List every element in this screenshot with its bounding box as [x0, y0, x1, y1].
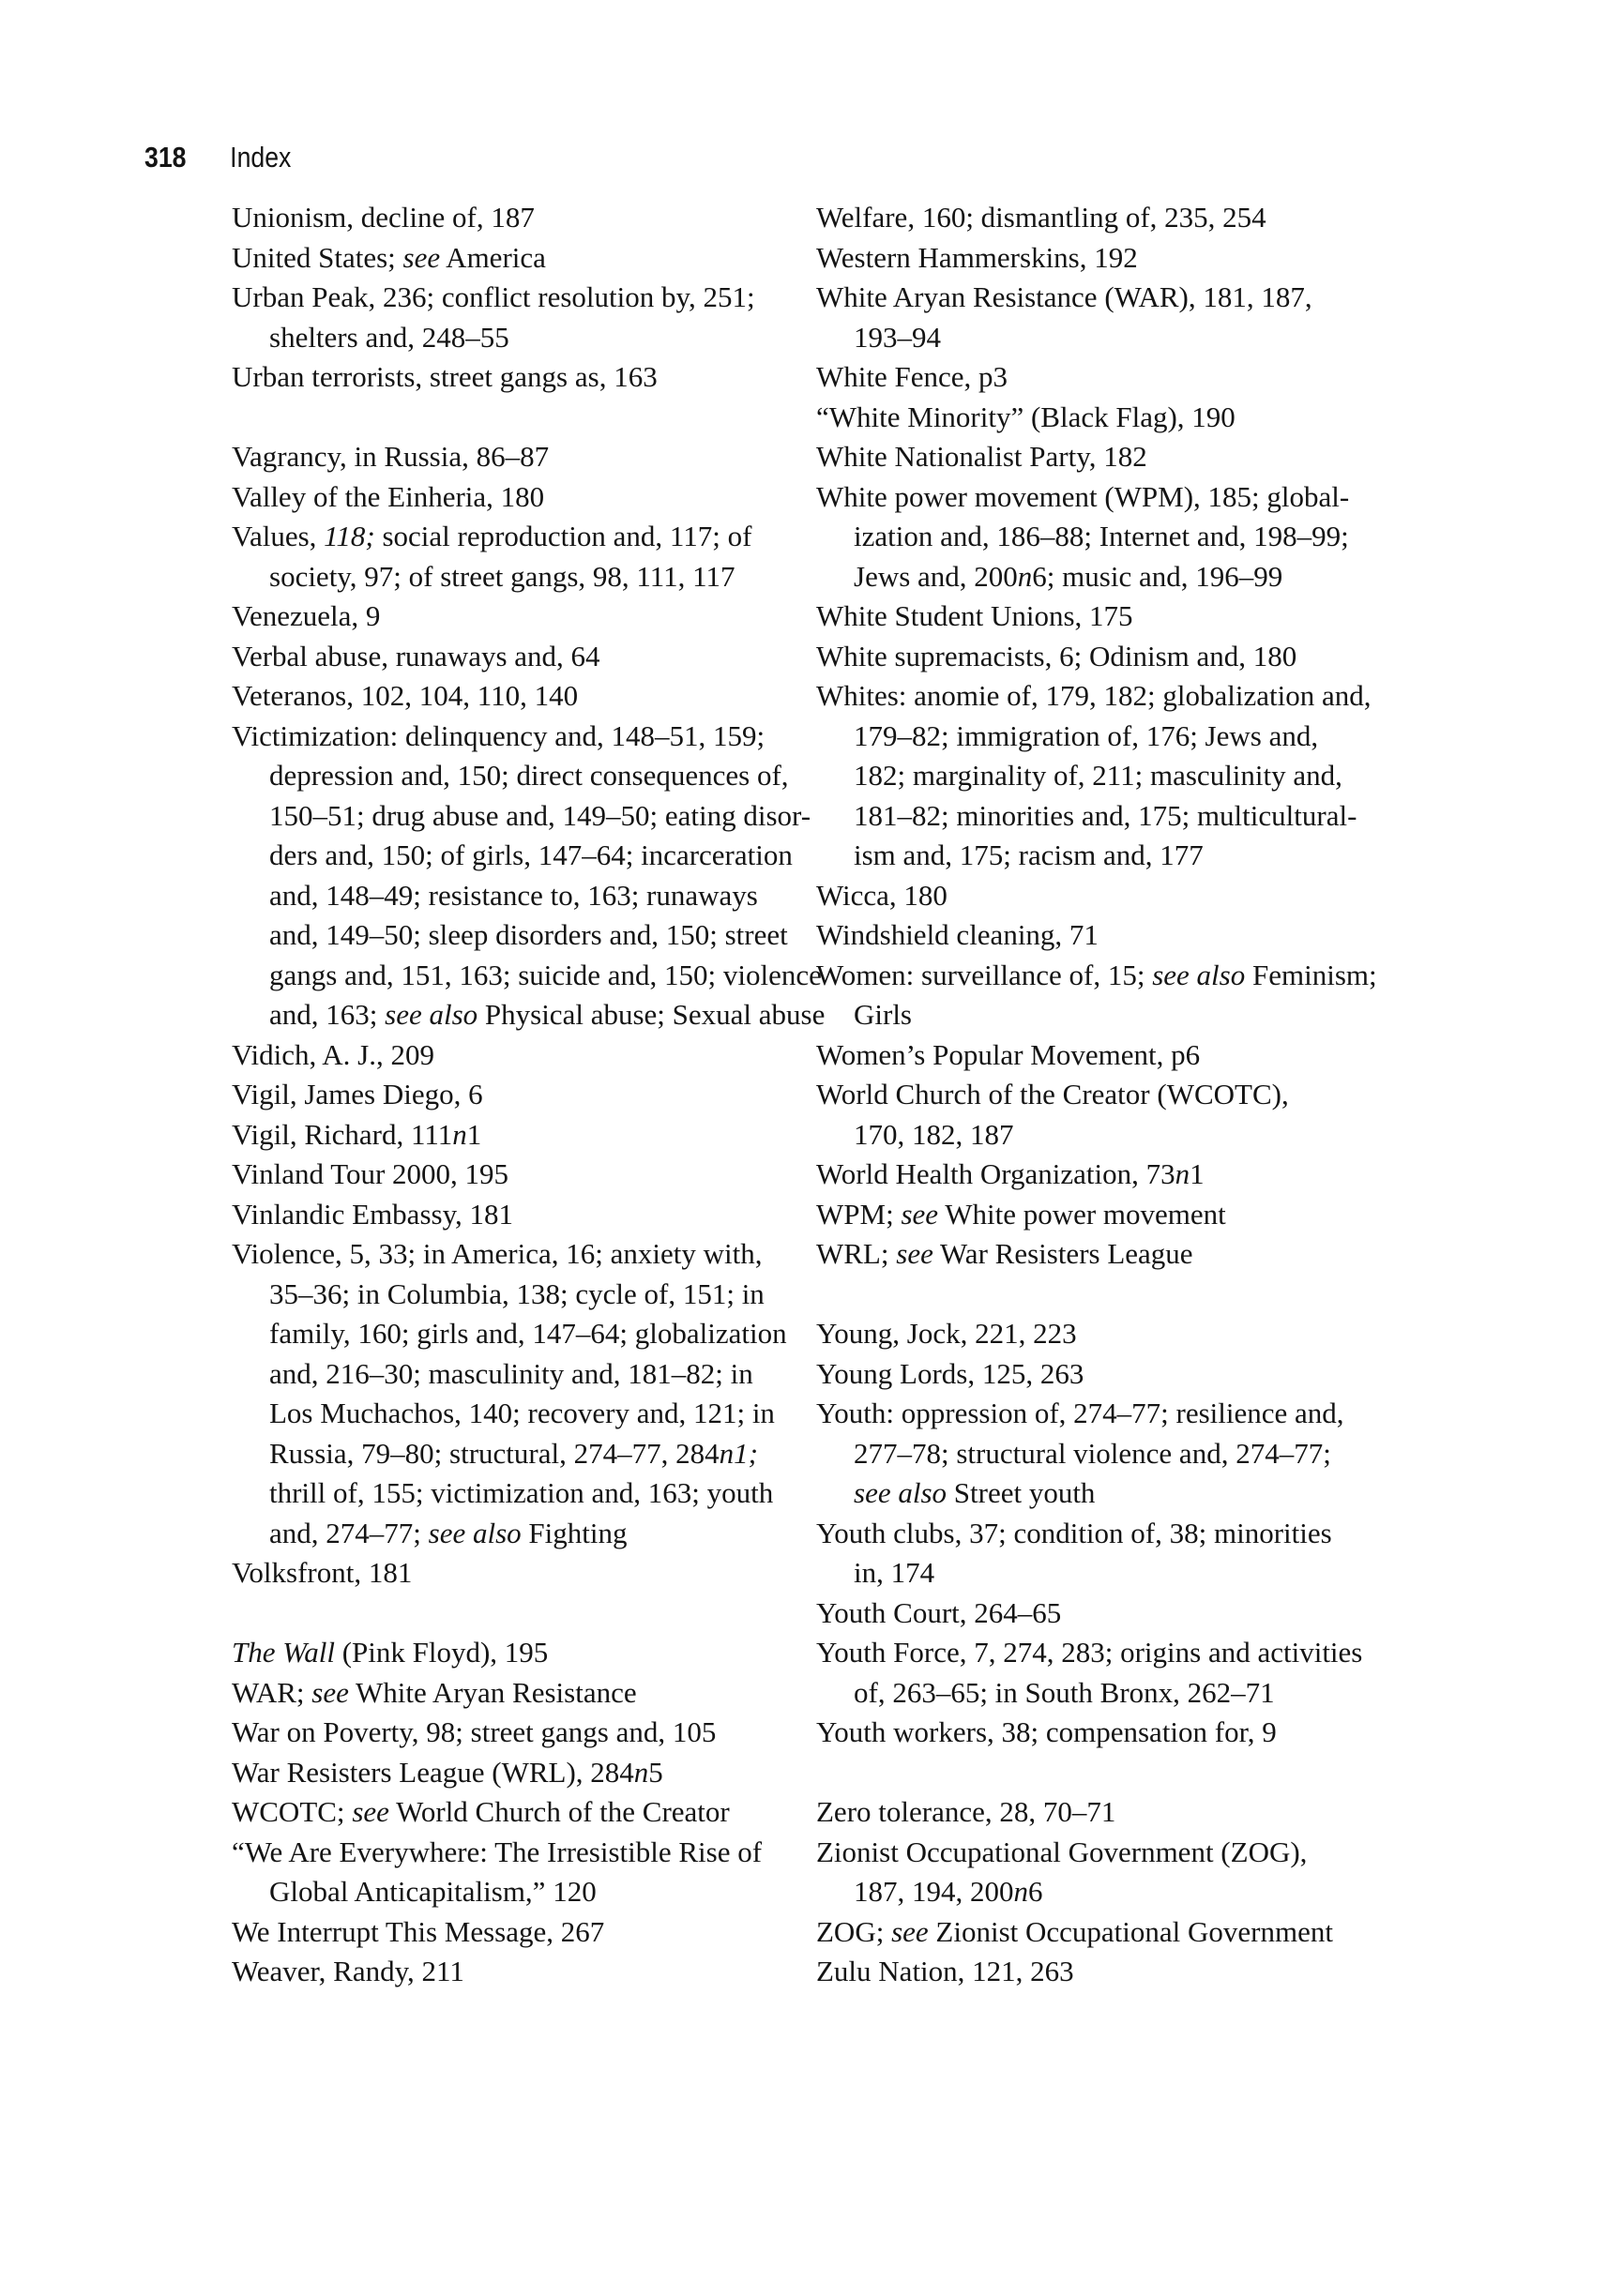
- italic-text: n1;: [719, 1436, 758, 1470]
- index-entry: Zulu Nation, 121, 263: [816, 1955, 1074, 1987]
- index-column-left: [232, 198, 826, 1992]
- index-entry: Zero tolerance, 28, 70–71: [816, 1795, 1116, 1828]
- index-entry: World Health Organization, 73n1: [816, 1157, 1205, 1190]
- letter-group-gap: [232, 398, 795, 438]
- index-entry: Women: surveillance of, 15; see also Feminism; Girls: [816, 958, 1377, 1031]
- italic-text: The Wall: [232, 1636, 335, 1669]
- italic-text: see: [891, 1914, 929, 1948]
- italic-text: n: [633, 1755, 649, 1789]
- index-entry: White Aryan Resistance (WAR), 181, 187, 193–94: [816, 280, 1312, 354]
- index-entry: Unionism, decline of, 187: [232, 201, 535, 234]
- italic-text: see also: [428, 1516, 522, 1549]
- index-entry: Vigil, James Diego, 6: [232, 1078, 483, 1110]
- index-entry: White Nationalist Party, 182: [816, 440, 1147, 473]
- index-entry: United States; see America: [232, 240, 546, 274]
- index-entry: ZOG; see Zionist Occupational Government: [816, 1914, 1333, 1948]
- italic-text: n: [452, 1117, 467, 1151]
- index-entry: Vigil, Richard, 111n1: [232, 1117, 482, 1151]
- letter-group-gap: [232, 1594, 795, 1634]
- index-entry: “We Are Everywhere: The Irresistible Rise of Global Anticapitalism,” 120: [232, 1835, 763, 1908]
- index-entry: Urban terrorists, street gangs as, 163: [232, 360, 658, 393]
- index-entry: WPM; see White power movement: [816, 1197, 1226, 1231]
- index-entry: WAR; see White Aryan Resistance: [232, 1675, 637, 1709]
- running-header: [144, 139, 291, 176]
- italic-text: see: [402, 240, 441, 274]
- index-entry: Welfare, 160; dismantling of, 235, 254: [816, 201, 1266, 234]
- italic-text: n: [1013, 1875, 1028, 1908]
- index-entry: Volksfront, 181: [232, 1556, 413, 1589]
- index-entry: Young Lords, 125, 263: [816, 1356, 1084, 1390]
- italic-text: n: [1017, 559, 1033, 593]
- italic-text: n: [1175, 1157, 1190, 1190]
- index-entry: Youth Court, 264–65: [816, 1595, 1062, 1629]
- index-entry: Zionist Occupational Government (ZOG), 187, 194, 200n6: [816, 1835, 1308, 1908]
- index-entry: Youth clubs, 37; condition of, 38; minorities in, 174: [816, 1516, 1332, 1589]
- italic-text: see also: [1152, 958, 1246, 991]
- index-entry: WRL; see War Resisters League: [816, 1237, 1193, 1270]
- index-entry: The Wall (Pink Floyd), 195: [232, 1636, 549, 1669]
- index-entry: Valley of the Einheria, 180: [232, 479, 545, 513]
- index-entry: Verbal abuse, runaways and, 64: [232, 639, 600, 672]
- letter-group-gap: [816, 1753, 1398, 1793]
- italic-text: see also: [854, 1476, 948, 1509]
- index-entry: Wicca, 180: [816, 878, 948, 912]
- italic-text: 118;: [324, 520, 375, 552]
- letter-group-gap: [816, 1275, 1398, 1315]
- index-entry: WCOTC; see World Church of the Creator: [232, 1795, 730, 1828]
- index-entry: Youth Force, 7, 274, 283; origins and activities of, 263–65; in South Bronx, 262–71: [816, 1636, 1363, 1709]
- italic-text: see: [352, 1795, 389, 1828]
- index-entry: Urban Peak, 236; conflict resolution by, 251; shelters and, 248–55: [232, 280, 755, 354]
- italic-text: see: [896, 1237, 933, 1270]
- index-entry: Young, Jock, 221, 223: [816, 1317, 1077, 1350]
- index-entry: Windshield cleaning, 71: [816, 918, 1099, 951]
- index-entry: Violence, 5, 33; in America, 16; anxiety with, 35–36; in Columbia, 138; cycle of, 151; in family, 160; girls and, 147–64; globalization and, 216–30; masculinity and, 181–82; in Los Muchachos, 140; recovery and, 121; in Russia, 79–80; structural, 274–77, 284n1; thrill of, 155; victimization and, 163; youth and, 274–77; see also Fighting: [232, 1237, 787, 1549]
- index-entry: Youth: oppression of, 274–77; resilience and, 277–78; structural violence and, 274–77; see also Street youth: [816, 1397, 1344, 1509]
- index-entry: Vinlandic Embassy, 181: [232, 1197, 514, 1231]
- index-entry: Weaver, Randy, 211: [232, 1955, 464, 1987]
- index-entry: White power movement (WPM), 185; global- ization and, 186–88; Internet and, 198–99; Jews and, 200n6; music and, 196–99: [816, 479, 1350, 593]
- index-entry: War Resisters League (WRL), 284n5: [232, 1755, 663, 1789]
- index-entry: We Interrupt This Message, 267: [232, 1914, 605, 1948]
- page-number: 318: [144, 141, 187, 174]
- index-entry: War on Poverty, 98; street gangs and, 105: [232, 1715, 717, 1748]
- index-entry: Veteranos, 102, 104, 110, 140: [232, 679, 579, 712]
- index-entry: World Church of the Creator (WCOTC), 170, 182, 187: [816, 1078, 1289, 1151]
- index-entry: Western Hammerskins, 192: [816, 240, 1138, 274]
- index-entry: White Student Unions, 175: [816, 599, 1133, 632]
- running-title: Index: [230, 141, 292, 174]
- index-entry: White Fence, p3: [816, 360, 1008, 393]
- index-entry: Vidich, A. J., 209: [232, 1037, 435, 1071]
- index-entry: Values, 118; social reproduction and, 117; of society, 97; of street gangs, 98, 111, 117: [232, 520, 752, 593]
- index-entry: Vagrancy, in Russia, 86–87: [232, 440, 550, 473]
- index-entry: Women’s Popular Movement, p6: [816, 1037, 1201, 1071]
- italic-text: see: [901, 1197, 939, 1231]
- index-entry: Youth workers, 38; compensation for, 9: [816, 1715, 1277, 1748]
- italic-text: see: [311, 1675, 349, 1709]
- index-entry: Whites: anomie of, 179, 182; globalization and, 179–82; immigration of, 176; Jews and, 182; marginality of, 211; masculinity and, 181–82; minorities and, 175; multicultural- ism and, 175; racism and, 177: [816, 679, 1372, 871]
- index-entry: Venezuela, 9: [232, 599, 381, 632]
- index-entry: Victimization: delinquency and, 148–51, 159; depression and, 150; direct consequences of, 150–51; drug abuse and, 149–50; eating disor- ders and, 150; of girls, 147–64; incarceration and, 148–49; resistance to, 163; runaways and, 149–50; sleep disorders and, 150; street gangs and, 151, 163; suicide and, 150; violence and, 163; see also Physical abuse; Sexual abuse: [232, 718, 826, 1031]
- italic-text: see also: [385, 998, 478, 1031]
- index-column-right: [816, 198, 1398, 1992]
- index-entry: White supremacists, 6; Odinism and, 180: [816, 639, 1297, 672]
- index-entry: Vinland Tour 2000, 195: [232, 1157, 509, 1190]
- index-entry: “White Minority” (Black Flag), 190: [816, 400, 1236, 433]
